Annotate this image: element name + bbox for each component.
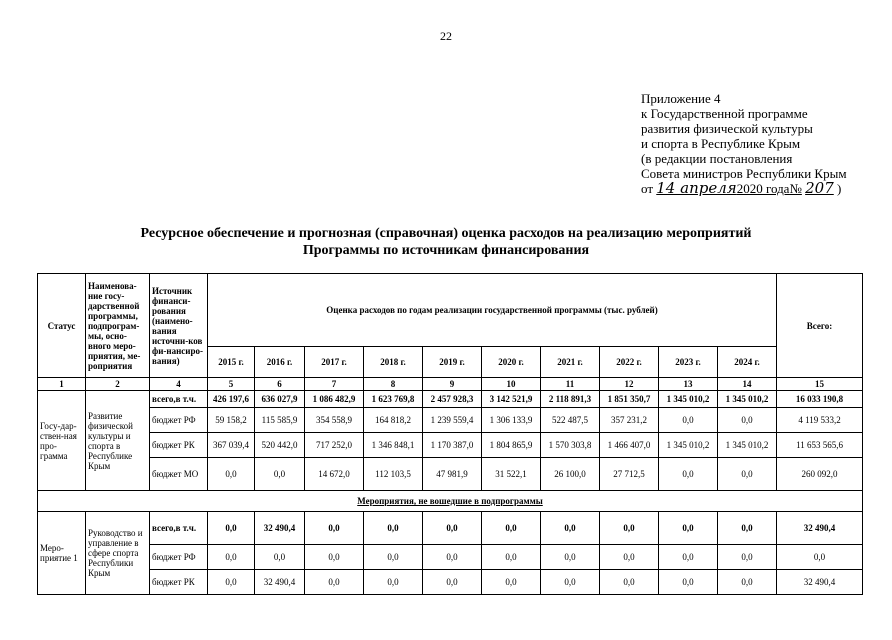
value-cell: 1 345 010,2: [718, 433, 777, 458]
column-number: 8: [364, 378, 423, 391]
value-cell: 1 570 303,8: [541, 433, 600, 458]
table-row: [38, 512, 863, 545]
appendix-line: и спорта в Республике Крым: [641, 136, 801, 151]
source-cell: бюджет РФ: [150, 545, 208, 570]
value-cell: 0,0: [600, 512, 659, 545]
value-cell: 367 039,4: [208, 433, 255, 458]
value-cell: 0,0: [305, 545, 364, 570]
header-estimate: Оценка расходов по годам реализации государственной программы (тыс. рублей): [208, 274, 777, 347]
value-cell: 3 142 521,9: [482, 391, 541, 408]
value-cell: 0,0: [423, 512, 482, 545]
value-cell: 0,0: [305, 512, 364, 545]
value-cell: 0,0: [423, 545, 482, 570]
column-number: 11: [541, 378, 600, 391]
header-total: Всего:: [777, 274, 863, 378]
value-cell: 47 981,9: [423, 458, 482, 491]
column-number: 14: [718, 378, 777, 391]
value-cell: 1 239 559,4: [423, 408, 482, 433]
value-cell: 0,0: [659, 512, 718, 545]
value-cell: 0,0: [305, 570, 364, 595]
title-line-2: Программы по источникам финансирования: [302, 243, 590, 258]
value-cell: 0,0: [718, 570, 777, 595]
value-cell: 1 466 407,0: [600, 433, 659, 458]
source-cell: бюджет РК: [150, 570, 208, 595]
table-row: [38, 433, 863, 458]
value-cell: 1 345 010,2: [718, 391, 777, 408]
year-header: 2020 г.: [482, 347, 541, 378]
date-prefix: от: [641, 181, 654, 196]
value-cell: 0,0: [208, 570, 255, 595]
value-cell: 520 442,0: [255, 433, 305, 458]
close-paren: ): [837, 181, 842, 196]
value-cell: 0,0: [600, 570, 659, 595]
year-header: 2017 г.: [305, 347, 364, 378]
value-cell: 0,0: [482, 570, 541, 595]
column-number: 5: [208, 378, 255, 391]
value-cell: 1 170 387,0: [423, 433, 482, 458]
year-header: 2015 г.: [208, 347, 255, 378]
value-cell: 0,0: [718, 545, 777, 570]
source-cell: всего,в т.ч.: [150, 512, 208, 545]
status-cell: Госу-дар-ствен-ная про-грамма: [38, 391, 86, 491]
appendix-date-line: [641, 181, 847, 196]
value-cell: 31 522,1: [482, 458, 541, 491]
value-cell: 0,0: [541, 570, 600, 595]
value-cell: 0,0: [541, 512, 600, 545]
table-row: [38, 391, 863, 408]
value-cell: 1 851 350,7: [600, 391, 659, 408]
appendix-note: [641, 91, 847, 196]
table-row: [38, 570, 863, 595]
title-line-1: Ресурсное обеспечение и прогнозная (справочная) оценка расходов на реализацию мероприятий: [140, 226, 752, 241]
page-number: 22: [440, 29, 452, 43]
value-cell: 0,0: [208, 512, 255, 545]
value-cell: 0,0: [364, 512, 423, 545]
value-cell: 59 158,2: [208, 408, 255, 433]
value-cell: 0,0: [255, 545, 305, 570]
value-cell: 0,0: [659, 458, 718, 491]
value-cell: 0,0: [423, 570, 482, 595]
value-cell: 357 231,2: [600, 408, 659, 433]
section-label: Мероприятия, не вошедшие в подпрограммы: [38, 491, 863, 512]
value-cell: 1 306 133,9: [482, 408, 541, 433]
appendix-line: (в редакции постановления: [641, 151, 793, 166]
year-header: 2019 г.: [423, 347, 482, 378]
name-cell: Развитие физической культуры и спорта в Республике Крым: [86, 391, 150, 491]
header-name: Наименова-ние госу-дарственной программы, подпрограм-мы, осно-вного меро-приятия, ме-роприятия: [86, 274, 150, 378]
value-cell: 11 653 565,6: [777, 433, 863, 458]
source-cell: бюджет РФ: [150, 408, 208, 433]
value-cell: 1 804 865,9: [482, 433, 541, 458]
value-cell: 426 197,6: [208, 391, 255, 408]
value-cell: 0,0: [482, 545, 541, 570]
year-header: 2024 г.: [718, 347, 777, 378]
column-number: 12: [600, 378, 659, 391]
column-numbers-row: [38, 378, 863, 391]
value-cell: 0,0: [659, 545, 718, 570]
column-number: 10: [482, 378, 541, 391]
value-cell: 115 585,9: [255, 408, 305, 433]
year-header: 2021 г.: [541, 347, 600, 378]
source-cell: бюджет РК: [150, 433, 208, 458]
column-number: 4: [150, 378, 208, 391]
section-row: [38, 491, 863, 512]
table-row: [38, 458, 863, 491]
value-cell: 4 119 533,2: [777, 408, 863, 433]
name-cell: Руководство и управление в сфере спорта Республики Крым: [86, 512, 150, 595]
value-cell: 0,0: [600, 545, 659, 570]
value-cell: 0,0: [208, 545, 255, 570]
value-cell: 0,0: [255, 458, 305, 491]
value-cell: 1 086 482,9: [305, 391, 364, 408]
appendix-line: развития физической культуры: [641, 121, 813, 136]
value-cell: 27 712,5: [600, 458, 659, 491]
year-header: 2022 г.: [600, 347, 659, 378]
value-cell: 1 345 010,2: [659, 391, 718, 408]
column-number: 9: [423, 378, 482, 391]
handwritten-number: 207: [805, 179, 834, 197]
value-cell: 522 487,5: [541, 408, 600, 433]
table-row: [38, 408, 863, 433]
value-cell: 2 118 891,3: [541, 391, 600, 408]
value-cell: 717 252,0: [305, 433, 364, 458]
value-cell: 16 033 190,8: [777, 391, 863, 408]
column-number: 15: [777, 378, 863, 391]
value-cell: 164 818,2: [364, 408, 423, 433]
column-number: 13: [659, 378, 718, 391]
value-cell: 112 103,5: [364, 458, 423, 491]
value-cell: 0,0: [718, 458, 777, 491]
appendix-line: Совета министров Республики Крым: [641, 166, 847, 181]
value-cell: 260 092,0: [777, 458, 863, 491]
column-number: 6: [255, 378, 305, 391]
column-number: 1: [38, 378, 86, 391]
handwritten-date: 14 апреля: [656, 179, 737, 197]
number-sign: №: [789, 181, 802, 196]
appendix-line: Приложение 4: [641, 91, 721, 106]
column-number: 7: [305, 378, 364, 391]
source-cell: бюджет МО: [150, 458, 208, 491]
value-cell: 1 623 769,8: [364, 391, 423, 408]
header-status: Статус: [38, 274, 86, 378]
column-number: 2: [86, 378, 150, 391]
value-cell: 0,0: [208, 458, 255, 491]
value-cell: 32 490,4: [777, 570, 863, 595]
value-cell: 0,0: [541, 545, 600, 570]
year-header: 2016 г.: [255, 347, 305, 378]
financing-table: [37, 273, 863, 595]
value-cell: 0,0: [659, 408, 718, 433]
value-cell: 32 490,4: [777, 512, 863, 545]
value-cell: 0,0: [777, 545, 863, 570]
value-cell: 0,0: [659, 570, 718, 595]
document-title: [0, 225, 892, 259]
status-cell: Меро-приятие 1: [38, 512, 86, 595]
value-cell: 354 558,9: [305, 408, 364, 433]
value-cell: 1 345 010,2: [659, 433, 718, 458]
value-cell: 1 346 848,1: [364, 433, 423, 458]
value-cell: 32 490,4: [255, 512, 305, 545]
value-cell: 0,0: [718, 408, 777, 433]
header-row: [38, 274, 863, 347]
value-cell: 26 100,0: [541, 458, 600, 491]
value-cell: 0,0: [718, 512, 777, 545]
value-cell: 0,0: [364, 545, 423, 570]
header-source: Источник финанси-рования (наимено-вания источни-ков фи-нансиро-вания): [150, 274, 208, 378]
value-cell: 2 457 928,3: [423, 391, 482, 408]
value-cell: 14 672,0: [305, 458, 364, 491]
value-cell: 0,0: [482, 512, 541, 545]
year-header: 2018 г.: [364, 347, 423, 378]
year-header: 2023 г.: [659, 347, 718, 378]
value-cell: 636 027,9: [255, 391, 305, 408]
date-year: 2020 года: [736, 181, 790, 196]
table-row: [38, 545, 863, 570]
appendix-line: к Государственной программе: [641, 106, 808, 121]
source-cell: всего,в т.ч.: [150, 391, 208, 408]
value-cell: 32 490,4: [255, 570, 305, 595]
value-cell: 0,0: [364, 570, 423, 595]
